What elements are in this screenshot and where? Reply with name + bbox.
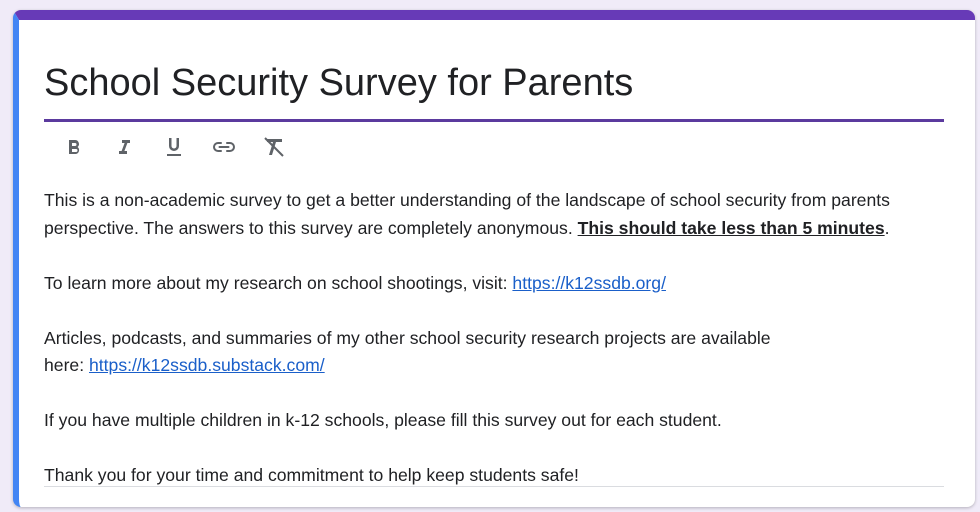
clear-format-icon — [262, 136, 286, 158]
description-text: To learn more about my research on school shootings, visit: — [44, 272, 513, 293]
link-icon — [211, 137, 237, 157]
bold-icon — [64, 137, 84, 157]
form-title-field[interactable] — [44, 56, 944, 122]
description-paragraph — [44, 325, 814, 380]
substack-link[interactable]: https://k12ssdb.substack.com/ — [89, 355, 325, 375]
link-button[interactable] — [209, 132, 239, 162]
research-link[interactable]: https://k12ssdb.org/ — [512, 272, 666, 293]
format-toolbar — [59, 132, 289, 162]
underline-icon — [164, 136, 184, 158]
italic-icon — [114, 137, 134, 157]
blank-line — [44, 380, 944, 408]
bold-button[interactable] — [59, 132, 89, 162]
description-text: This is a non-academic survey to get a better understanding of the landscape of school security from parents perspective. The answers to this survey are completely anonymous. — [44, 190, 890, 238]
description-paragraph — [44, 187, 944, 242]
form-description[interactable] — [44, 187, 944, 490]
blank-line — [44, 297, 944, 325]
description-text: Articles, podcasts, and summaries of my other school security research projects are available here: — [44, 327, 771, 375]
form-title[interactable]: School Security Survey for Parents — [44, 62, 634, 104]
form-header-card — [13, 10, 975, 507]
underline-button[interactable] — [159, 132, 189, 162]
blank-line — [44, 435, 944, 463]
description-paragraph: If you have multiple children in k-12 schools, please fill this survey out for each student. — [44, 410, 722, 430]
description-bold-text: This should take less than 5 minutes — [577, 217, 885, 238]
description-paragraph: Thank you for your time and commitment to help keep students safe! — [44, 465, 579, 485]
clear-format-button[interactable] — [259, 132, 289, 162]
description-paragraph — [44, 270, 944, 298]
description-underline — [44, 486, 944, 487]
blank-line — [44, 242, 944, 270]
italic-button[interactable] — [109, 132, 139, 162]
description-text: . — [884, 217, 890, 238]
